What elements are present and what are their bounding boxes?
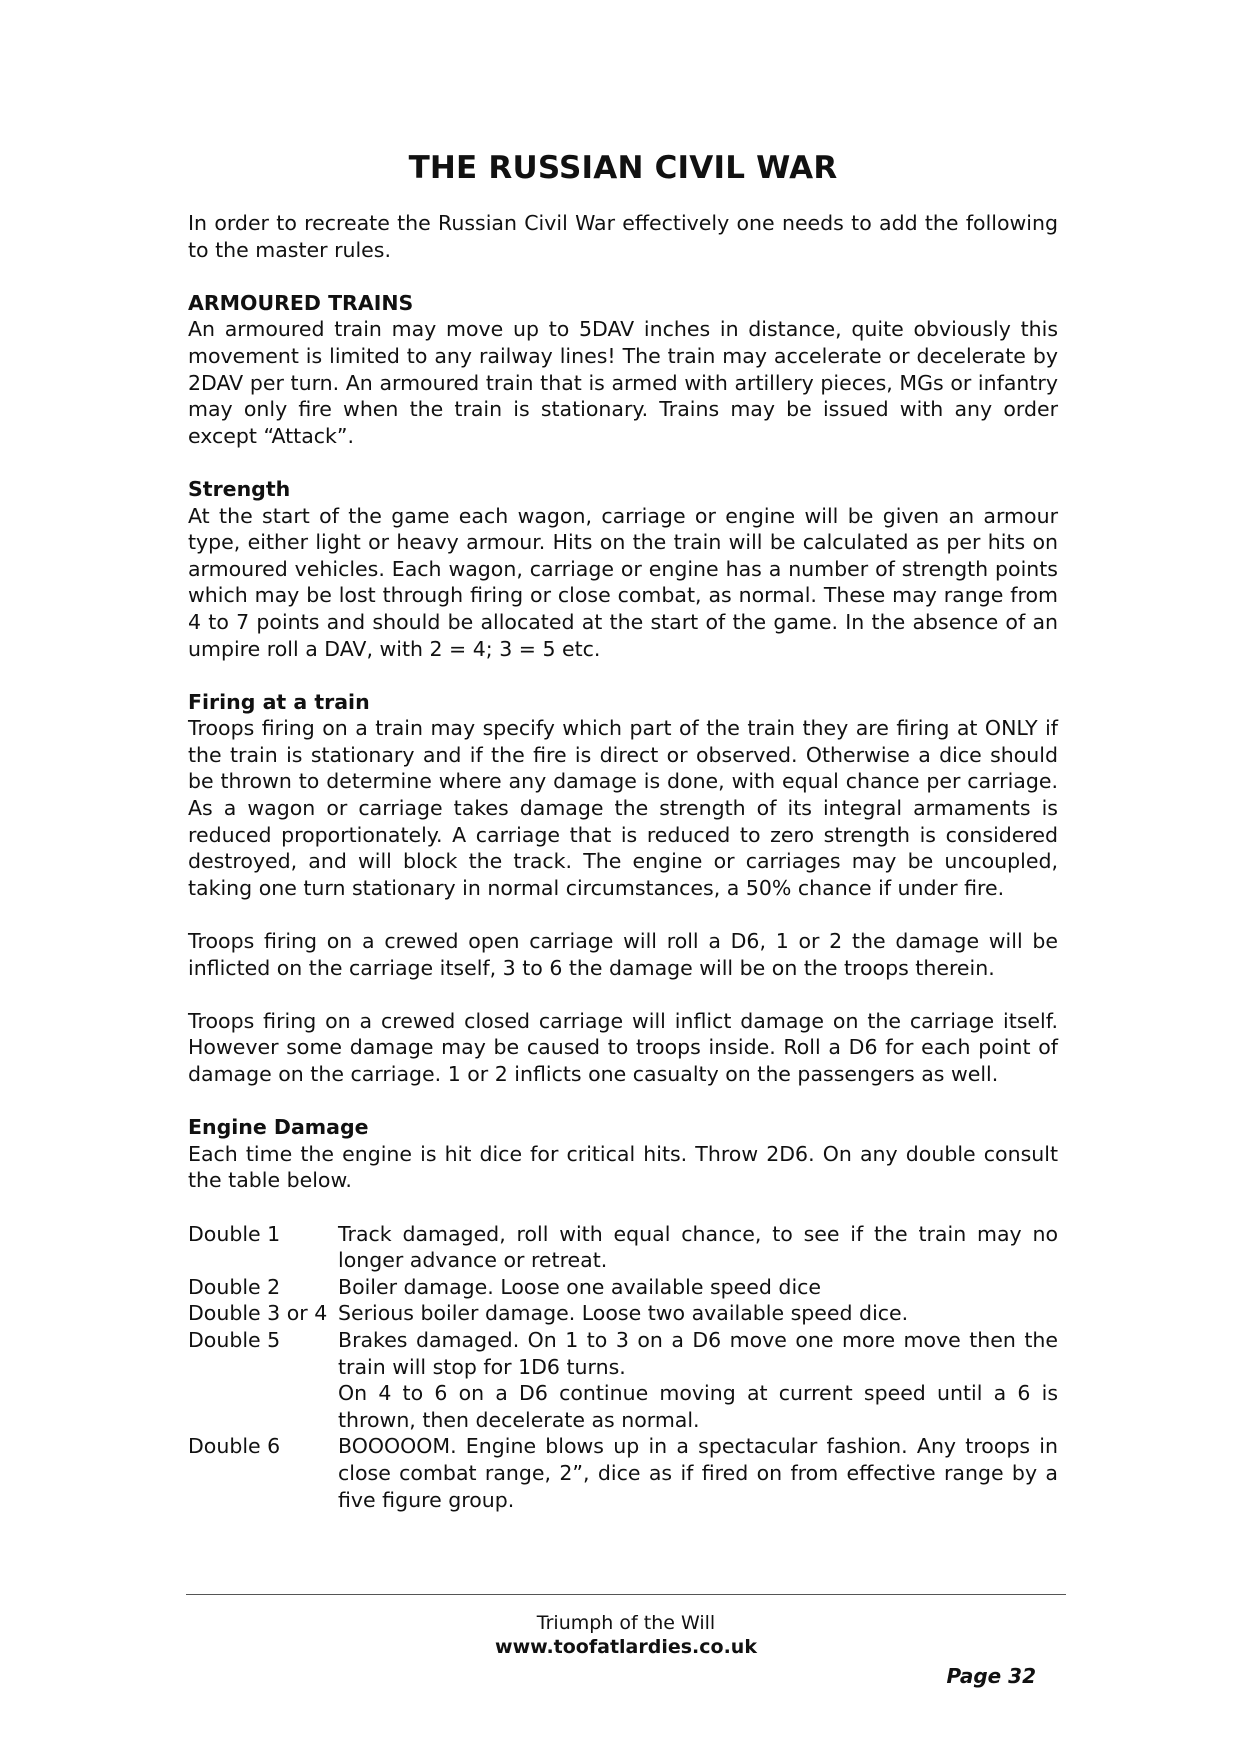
strength-text: At the start of the game each wagon, carriage or engine will be given an armour type, either light or heavy armour. Hits on the train will be calculated as per hits on armoured vehicles. Each wagon, carriage or engine has a number of strength points which may be lost through firing or close combat, as normal. These may range from 4 to 7 points and should be allocated at the start of the game. In the absence of an umpire roll a DAV, with 2 = 4; 3 = 5 etc.	[188, 503, 1058, 661]
table-row-roll: Double 5	[188, 1327, 281, 1352]
table-row	[188, 1221, 1058, 1274]
table-row-roll: Double 6	[188, 1434, 281, 1459]
page-content	[188, 148, 1058, 1513]
firing-heading: Firing at a train	[188, 689, 370, 714]
table-row-roll: Double 3 or 4	[188, 1301, 328, 1326]
intro-paragraph: In order to recreate the Russian Civil War effectively one needs to add the following to the master rules.	[188, 211, 1058, 262]
table-row-roll	[188, 1380, 338, 1433]
firing-paragraph-1: Troops firing on a train may specify which part of the train they are firing at ONLY if the train is stationary and if the fire is direct or observed. Otherwise a dice should be thrown to determine where any damage is done, with equal chance per carriage. As a wagon or carriage takes damage the strength of its integral armaments is reduced proportionately. A carriage that is reduced to zero strength is considered destroyed, and will block the track. The engine or carriages may be uncoupled, taking one turn stationary in normal circumstances, a 50% chance if under fire.	[188, 716, 1058, 900]
footer-url: www.toofatlardies.co.uk	[495, 1636, 757, 1658]
table-row-effect: Serious boiler damage. Loose two available speed dice.	[338, 1301, 909, 1326]
page-number: Page 32	[946, 1664, 1036, 1688]
armoured-trains-text: An armoured train may move up to 5DAV inches in distance, quite obviously this movement is limited to any railway lines! The train may accelerate or decelerate by 2DAV per turn. An armoured train that is armed with artillery pieces, MGs or infantry may only fire when the train is stationary. Trains may be issued with any order except “Attack”.	[188, 317, 1058, 448]
table-row	[188, 1300, 1058, 1327]
engine-damage-table	[188, 1221, 1058, 1514]
table-row-roll: Double 1	[188, 1221, 281, 1246]
footer-title: Triumph of the Will	[536, 1612, 716, 1634]
table-row-effect: Track damaged, roll with equal chance, to see if the train may no longer advance or retreat.	[338, 1221, 1058, 1273]
engine-damage-heading: Engine Damage	[188, 1115, 369, 1140]
armoured-trains-heading: ARMOURED TRAINS	[188, 290, 414, 315]
strength-heading: Strength	[188, 476, 291, 501]
firing-section	[188, 689, 1058, 1088]
page-title: THE RUSSIAN CIVIL WAR	[408, 150, 838, 186]
footer-divider	[186, 1594, 1066, 1595]
table-row	[188, 1433, 1058, 1513]
engine-damage-text: Each time the engine is hit dice for critical hits. Throw 2D6. On any double consult the table below.	[188, 1141, 1058, 1193]
firing-paragraph-2: Troops firing on a crewed open carriage will roll a D6, 1 or 2 the damage will be inflicted on the carriage itself, 3 to 6 the damage will be on the troops therein.	[188, 929, 1058, 980]
table-row-effect: Boiler damage. Loose one available speed dice	[338, 1274, 822, 1299]
table-row	[188, 1380, 1058, 1433]
firing-paragraph-3: Troops firing on a crewed closed carriage will inflict damage on the carriage itself. However some damage may be caused to troops inside. Roll a D6 for each point of damage on the carriage. 1 or 2 inflicts one casualty on the passengers as well.	[188, 1008, 1058, 1086]
table-row	[188, 1274, 1058, 1301]
armoured-trains-section	[188, 290, 1058, 450]
table-row-effect: Brakes damaged. On 1 to 3 on a D6 move one more move then the train will stop for 1D6 turns.	[338, 1327, 1058, 1379]
table-row	[188, 1327, 1058, 1380]
table-row-roll: Double 2	[188, 1274, 281, 1299]
table-row-effect: On 4 to 6 on a D6 continue moving at current speed until a 6 is thrown, then decelerate as normal.	[338, 1381, 1058, 1432]
strength-section	[188, 476, 1058, 662]
table-row-effect: BOOOOOM. Engine blows up in a spectacular fashion. Any troops in close combat range, 2”, dice as if fired on from effective range by a five figure group.	[338, 1434, 1058, 1512]
engine-damage-section	[188, 1114, 1058, 1513]
